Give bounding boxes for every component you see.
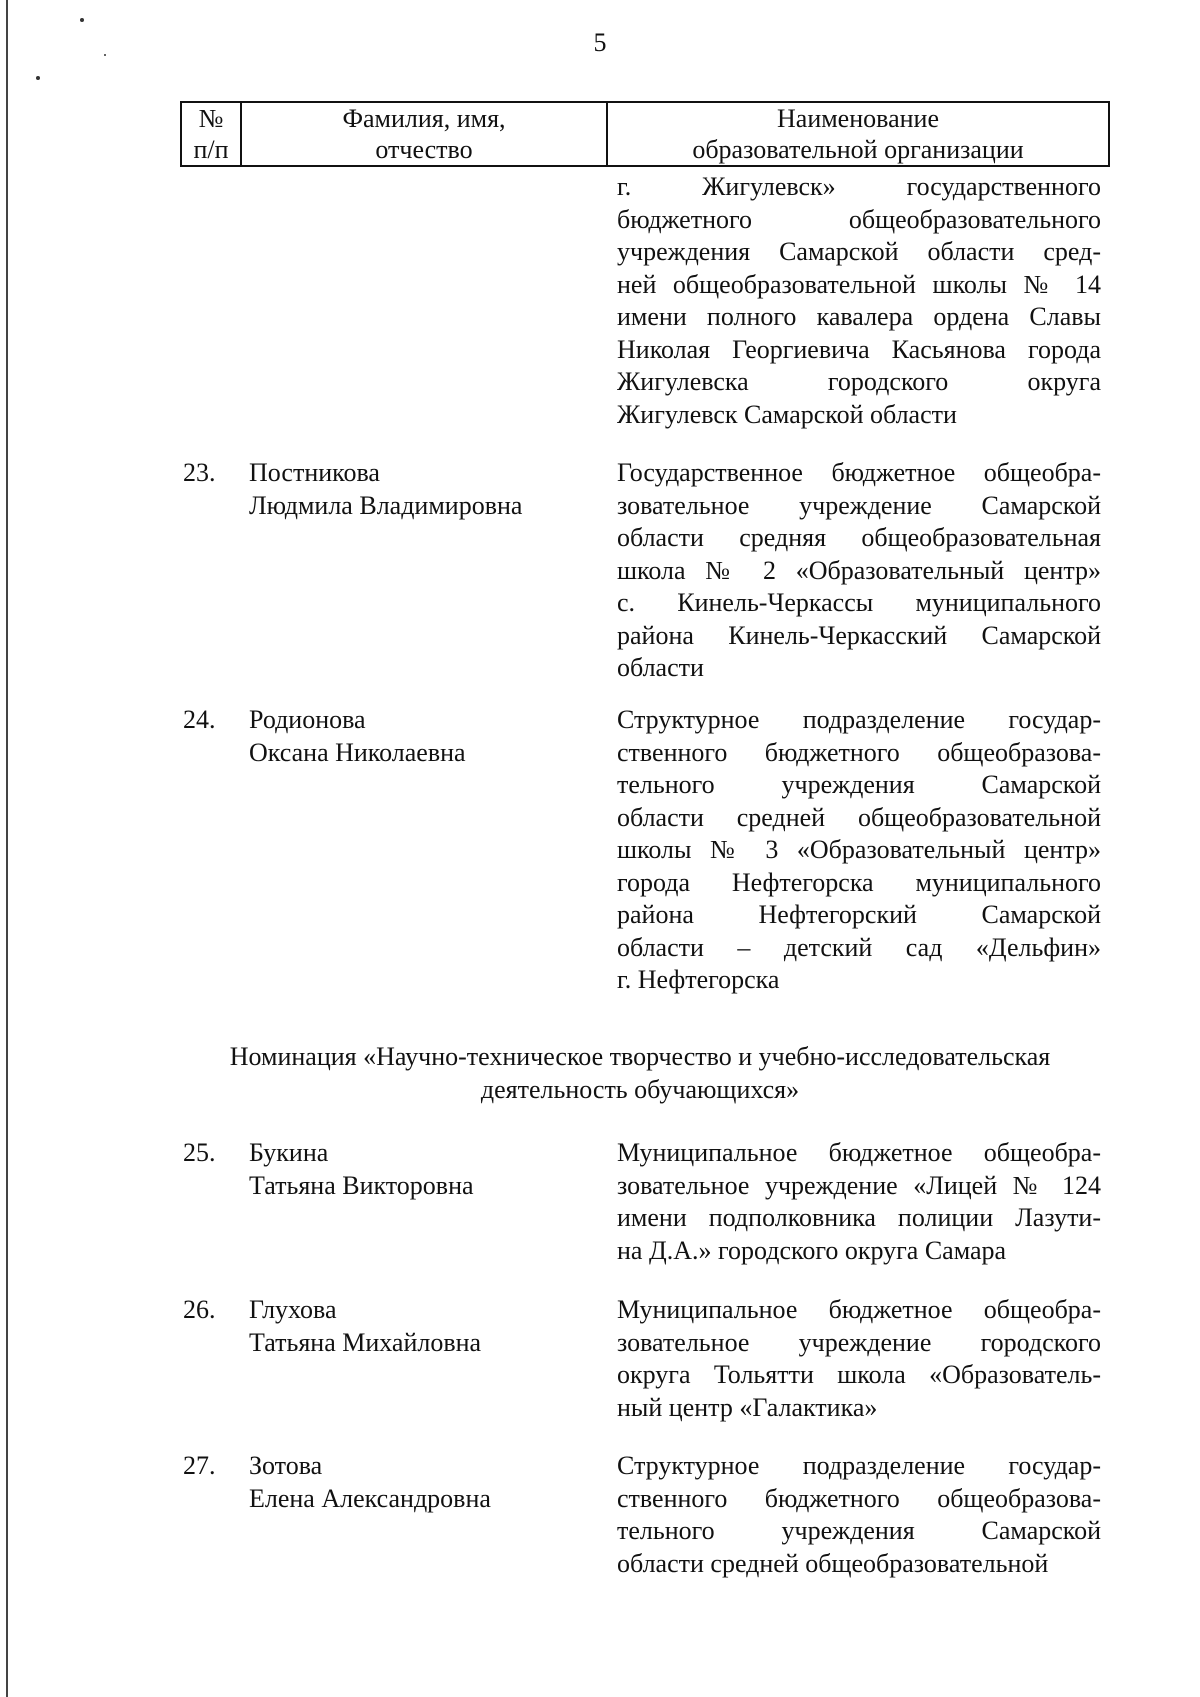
org-line: ней общеобразовательной школы № 14 [617, 269, 1101, 299]
org-line: района Кинель-Черкасский Самарской [617, 620, 1101, 650]
text-line: Елена Александровна [249, 1483, 491, 1513]
org-line: школа № 2 «Образовательный центр» [617, 555, 1101, 585]
row-number: 26. [183, 1295, 216, 1324]
page-number: 5 [593, 28, 607, 57]
organization-name [617, 1294, 1101, 1424]
text-line: п/п [193, 135, 229, 164]
person-name [249, 457, 579, 522]
org-line: на Д.А.» городского округа Самара [617, 1235, 1007, 1265]
person-name [249, 1294, 579, 1359]
org-line: области средняя общеобразовательная [617, 523, 1101, 552]
row-number: 23. [183, 458, 216, 487]
org-line: тельного учреждения Самарской [617, 770, 1101, 799]
org-line: имени подполковника полиции Лазути- [617, 1203, 1101, 1232]
person-name [249, 1137, 579, 1202]
org-line: Жигулевск Самарской области [617, 399, 957, 429]
org-line: Структурное подразделение государ- [617, 705, 1101, 734]
org-line: имени полного кавалера ордена Славы [617, 302, 1101, 331]
text-line: деятельность обучающихся» [480, 1075, 800, 1104]
org-line: района Нефтегорский Самарской [617, 900, 1101, 929]
header-org-cell [608, 103, 1108, 165]
org-line: зовательное учреждение Самарской [617, 490, 1101, 520]
text-line: Оксана Николаевна [249, 737, 466, 767]
org-line: зовательное учреждение городского [617, 1327, 1101, 1357]
org-line: бюджетного общеобразовательного [617, 204, 1101, 234]
row-number: 25. [183, 1138, 216, 1167]
text-line: Фамилия, имя, [342, 104, 506, 133]
text-line: Букина [249, 1138, 329, 1167]
scan-speck [36, 76, 40, 80]
org-line: Николая Георгиевича Касьянова города [617, 334, 1101, 364]
org-line: области средней общеобразовательной [617, 1548, 1049, 1578]
person-name [249, 704, 579, 769]
org-line: Государственное бюджетное общеобра- [617, 458, 1101, 487]
org-line: города Нефтегорска муниципального [617, 867, 1101, 897]
text-line: Зотова [249, 1451, 323, 1480]
table-header [180, 101, 1110, 167]
text-line: Татьяна Михайловна [249, 1327, 482, 1357]
org-line: области средней общеобразовательной [617, 802, 1101, 832]
org-line: г. Жигулевск» государственного [617, 172, 1101, 201]
org-line: учреждения Самарской области сред- [617, 237, 1101, 266]
org-line: зовательное учреждение «Лицей № 124 [617, 1170, 1101, 1200]
org-line: г. Нефтегорска [617, 965, 780, 994]
person-name [249, 1450, 579, 1515]
header-number-label [182, 103, 240, 165]
text-line: Постникова [249, 458, 380, 487]
nomination-heading [170, 1040, 1110, 1106]
organization-name [617, 1450, 1101, 1580]
org-line: Муниципальное бюджетное общеобра- [617, 1138, 1101, 1167]
text-line: образовательной организации [692, 135, 1024, 164]
text-line: № [198, 104, 224, 133]
organization-name [617, 704, 1101, 997]
text-line: Людмила Владимировна [249, 490, 523, 520]
text-line: Глухова [249, 1295, 337, 1324]
org-line: Муниципальное бюджетное общеобра- [617, 1295, 1101, 1324]
org-line: ственного бюджетного общеобразова- [617, 737, 1101, 767]
org-line: тельного учреждения Самарской [617, 1516, 1101, 1545]
org-line: с. Кинель-Черкассы муниципального [617, 588, 1101, 617]
header-number-cell [182, 103, 242, 165]
org-line: Структурное подразделение государ- [617, 1451, 1101, 1480]
header-name-label [242, 103, 606, 165]
header-name-cell [242, 103, 608, 165]
scan-speck [80, 18, 84, 22]
org-line: ственного бюджетного общеобразова- [617, 1483, 1101, 1513]
text-line: Номинация «Научно-техническое творчество и учебно-исследовательская [229, 1042, 1051, 1071]
org-line: области [617, 653, 704, 682]
row-number: 24. [183, 705, 216, 734]
header-org-label [608, 103, 1108, 165]
scan-edge-line [6, 0, 8, 1697]
text-line: отчество [375, 135, 473, 164]
org-line: школы № 3 «Образовательный центр» [617, 835, 1101, 864]
org-line: ный центр «Галактика» [617, 1392, 878, 1422]
text-line: Татьяна Викторовна [249, 1170, 474, 1200]
org-line: Жигулевска городского округа [617, 367, 1101, 396]
organization-name [617, 457, 1101, 685]
organization-name [617, 1137, 1101, 1267]
text-line: Родионова [249, 705, 366, 734]
org-line: области – детский сад «Дельфин» [617, 932, 1101, 962]
org-line: округа Тольятти школа «Образователь- [617, 1360, 1101, 1389]
continuation-org-text [617, 171, 1101, 431]
row-number: 27. [183, 1451, 216, 1480]
text-line: Наименование [777, 104, 939, 133]
